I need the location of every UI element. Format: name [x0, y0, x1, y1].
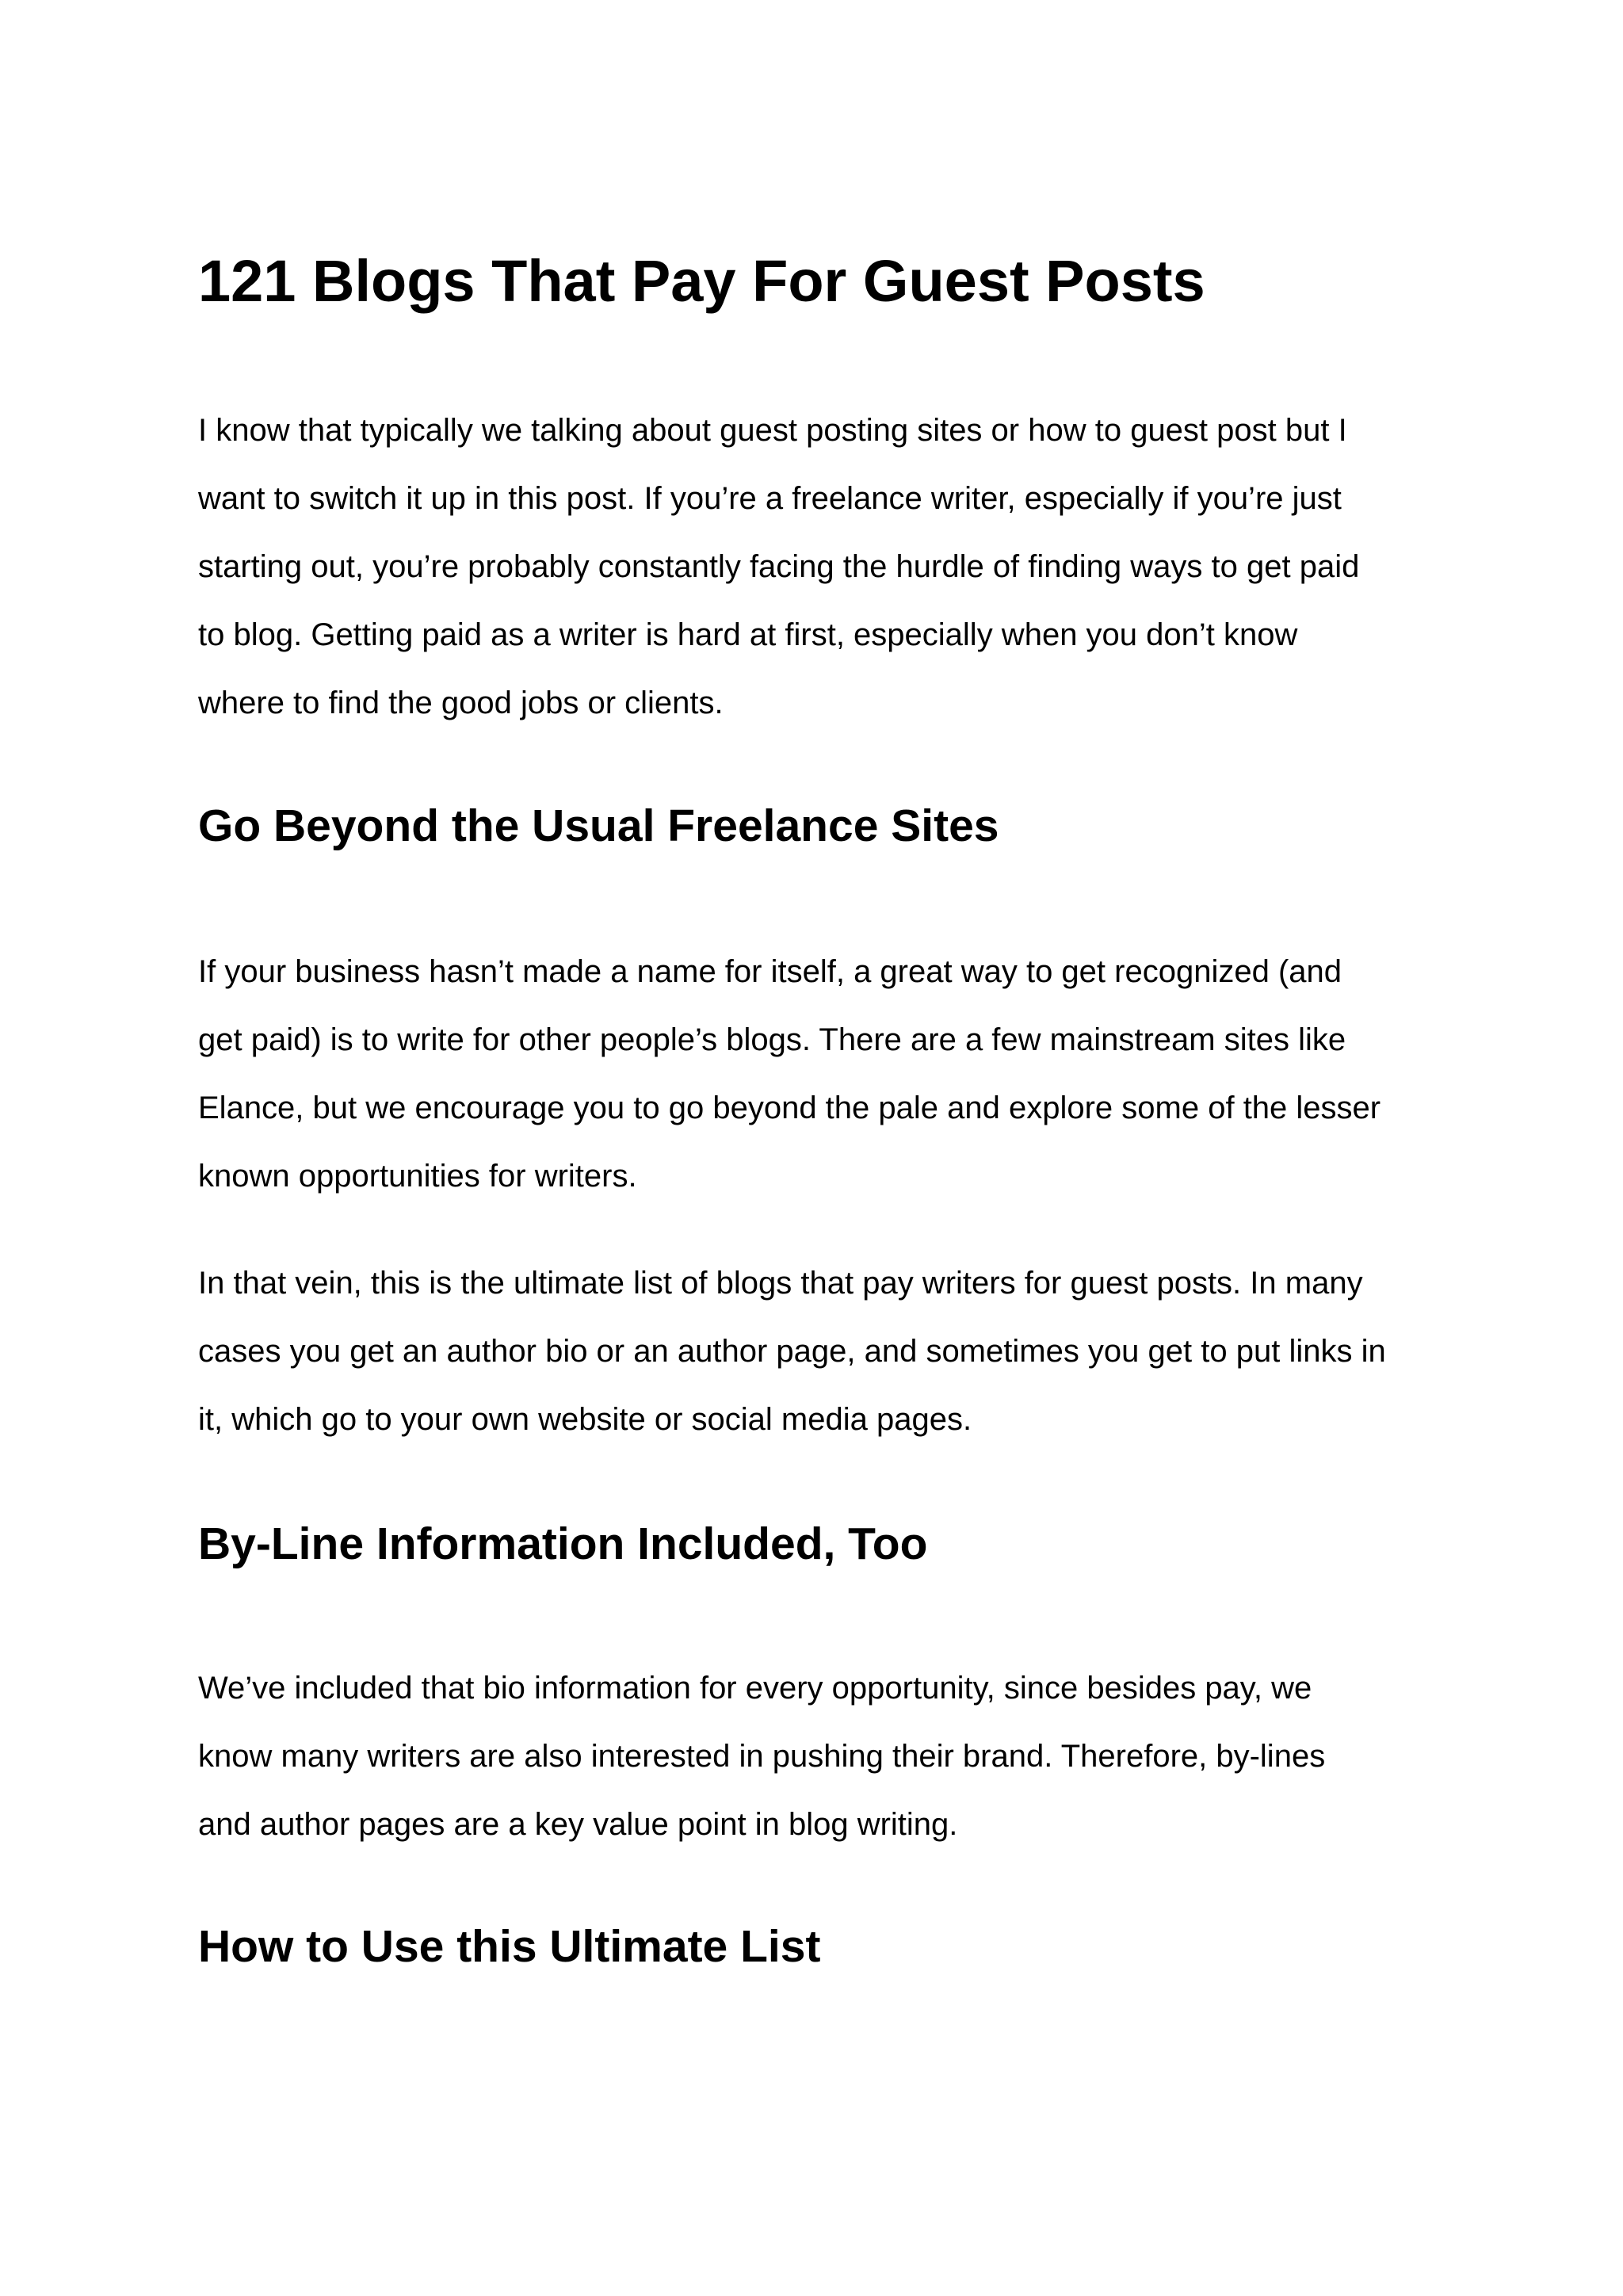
intro-paragraph [198, 396, 1359, 737]
page-title: 121 Blogs That Pay For Guest Posts [198, 248, 1205, 314]
paragraph-line: known opportunities for writers. [198, 1159, 637, 1194]
section2-paragraph-1 [198, 1654, 1325, 1859]
paragraph-line: In that vein, this is the ultimate list of blogs that pay writers for guest posts. In many [198, 1266, 1363, 1301]
section1-paragraph-2 [198, 1249, 1386, 1454]
section1-paragraph-1 [198, 938, 1381, 1210]
paragraph-line: want to switch it up in this post. If you’re a freelance writer, especially if you’re just [198, 481, 1342, 516]
paragraph-line: know many writers are also interested in pushing their brand. Therefore, by-lines [198, 1739, 1326, 1774]
paragraph-line: I know that typically we talking about guest posting sites or how to guest post but I [198, 413, 1347, 448]
section-heading-go-beyond: Go Beyond the Usual Freelance Sites [198, 800, 999, 851]
section-heading-how-to-use: How to Use this Ultimate List [198, 1921, 821, 1972]
paragraph-line: where to find the good jobs or clients. [198, 686, 724, 720]
paragraph-line: If your business hasn’t made a name for itself, a great way to get recognized (and [198, 954, 1342, 989]
paragraph-line: We’ve included that bio information for every opportunity, since besides pay, we [198, 1671, 1312, 1706]
paragraph-line: starting out, you’re probably constantly facing the hurdle of finding ways to get paid [198, 549, 1360, 584]
section-heading-by-line: By-Line Information Included, Too [198, 1519, 928, 1569]
paragraph-line: it, which go to your own website or social media pages. [198, 1402, 972, 1437]
paragraph-line: get paid) is to write for other people’s blogs. There are a few mainstream sites like [198, 1022, 1346, 1057]
paragraph-line: Elance, but we encourage you to go beyond the pale and explore some of the lesser [198, 1091, 1381, 1125]
paragraph-line: and author pages are a key value point in blog writing. [198, 1807, 958, 1842]
paragraph-line: cases you get an author bio or an author page, and sometimes you get to put links in [198, 1334, 1386, 1369]
paragraph-line: to blog. Getting paid as a writer is hard at first, especially when you don’t know [198, 617, 1298, 652]
